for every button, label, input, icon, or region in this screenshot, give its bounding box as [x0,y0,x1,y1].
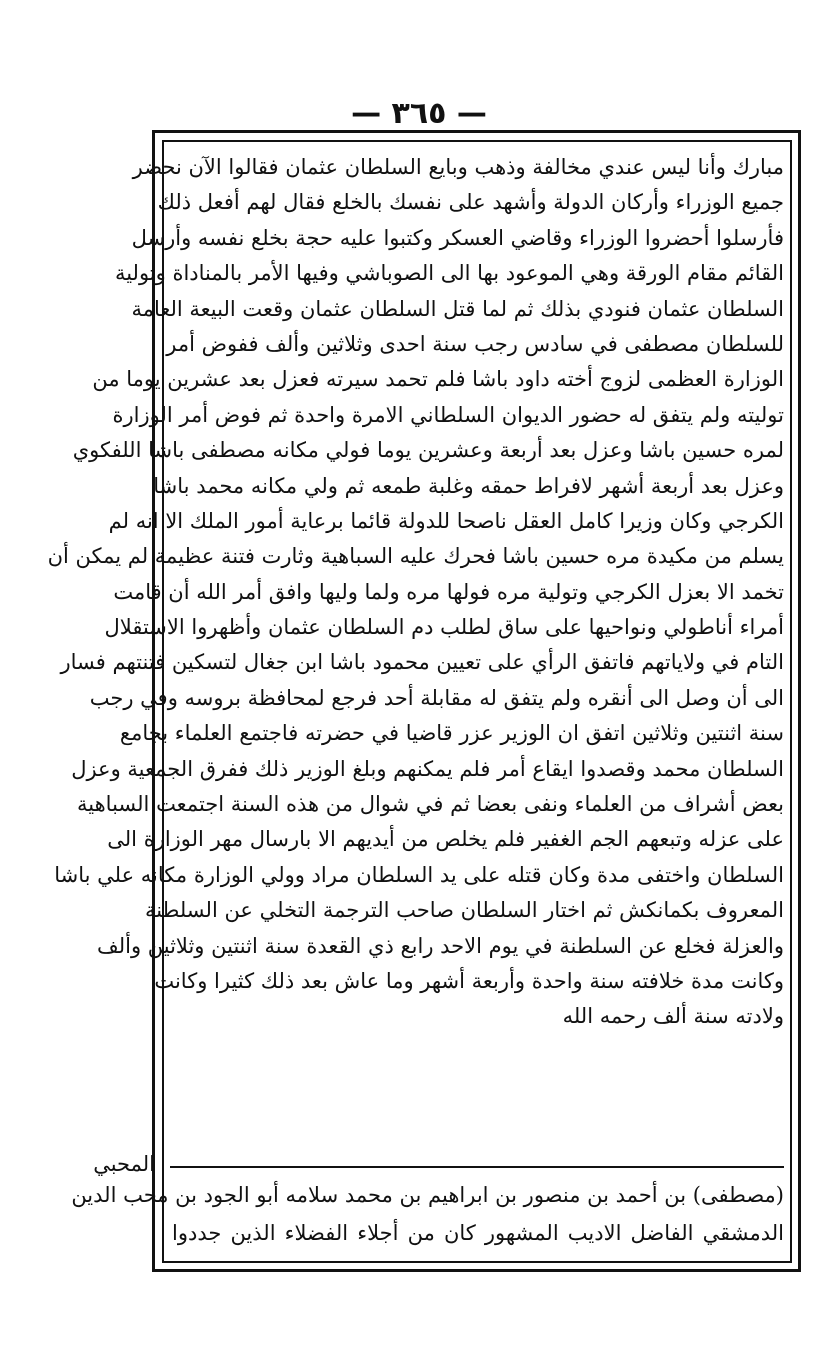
text-line: السلطان محمد وقصدوا ايقاع أمر فلم يمكنهم وبلغ الوزير ذلك ففرق الجمعية وعزل [71,756,784,781]
text-line: أمراء أناطولي ونواحيها على ساق لطلب دم السلطان عثمان وأظهروا الاستقلال [104,615,784,640]
text-line: على عزله وتبعهم الجم الغفير فلم يخلص من أيديهم الا بارسال مهر الوزارة الى [107,827,784,852]
text-line: ولادته سنة ألف رحمه الله [562,1004,784,1029]
page-number: — ٣٦٥ — [351,96,487,131]
text-line: القائم مقام الورقة وهي الموعود بها الى الصوباشي وفيها الأمر بالمناداة وتولية [114,261,784,286]
text-line: مبارك وأنا ليس عندي مخالفة وذهب وبايع السلطان عثمان فقالوا الآن نحضر [132,155,784,179]
text-line: والعزلة فخلع عن السلطنة في يوم الاحد رابع ذي القعدة سنة اثنتين وثلاثين وألف [96,933,784,958]
text-line: يسلم من مكيدة مره حسين باشا فحرك عليه السباهية وثارت فتنة عظيمة لم يمكن أن [47,544,784,569]
text-line: المعروف بكمانكش ثم اختار السلطان صاحب الترجمة التخلي عن السلطنة [145,898,784,923]
text-line: بعض أشراف من العلماء ونفى بعضا ثم في شوال من هذه السنة اجتمعت السباهية [77,792,784,817]
section-divider [170,1166,784,1168]
text-line: الكرجي وكان وزيرا كامل العقل ناصحا للدولة قائما برعاية أمور الملك الا انه لم [108,508,784,533]
text-line: وكانت مدة خلافته سنة واحدة وأربعة أشهر وما عاش بعد ذلك كثيرا وكانت [154,968,784,993]
main-text-block [47,150,784,1035]
bio-line: (مصطفى) بن أحمد بن منصور بن ابراهيم بن محمد سلامه أبو الجود بن محب الدين [71,1183,784,1207]
text-line: جميع الوزراء وأركان الدولة وأشهد على نفسك بالخلع فقال لهم أفعل ذلك [157,190,784,215]
text-line: سنة اثنتين وثلاثين اتفق ان الوزير عزر قاضيا في حضرته فاجتمع العلماء بجامع [119,721,784,746]
text-line: الى أن وصل الى أنقره ولم يتفق له مقابلة أحد فرجع لمحافظة بروسه وفي رجب [89,685,784,710]
text-line: لمره حسين باشا وعزل بعد أربعة وعشرين يوما فولي مكانه مصطفى باشا اللفكوي [72,438,784,463]
text-line: توليته ولم يتفق له حضور الديوان السلطاني الامرة واحدة ثم فوض أمر الوزارة [112,402,784,427]
biography-entry [71,1176,784,1252]
text-line: الوزارة العظمى لزوج أخته داود باشا فلم تحمد سيرته فعزل بعد عشرين يوما من [92,367,784,392]
text-line: السلطان عثمان فنودي بذلك ثم لما قتل السلطان عثمان وقعت البيعة العامة [131,296,784,321]
text-line: وعزل بعد أربعة أشهر لافراط حمقه وغلبة طمعه ثم ولي مكانه محمد باشا [153,473,784,498]
bio-line: الدمشقي الفاضل الاديب المشهور كان من أجلاء الفضلاء الذين جددوا [172,1221,784,1245]
text-line: فأرسلوا أحضروا الوزراء وقاضي العسكر وكتبوا عليه حجة بخلع نفسه وأرسل [131,225,784,250]
text-line: للسلطان مصطفى في سادس رجب سنة احدى وثلاثين وألف ففوض أمر [166,331,784,356]
text-line: التام في ولاياتهم فاتفق الرأي على تعيين محمود باشا ابن جغال لتسكين فتنتهم فسار [60,650,784,675]
text-line: تخمد الا بعزل الكرجي وتولية مره فولها مره ولما وليها وافق أمر الله أن قامت [113,579,784,604]
text-line: السلطان واختفى مدة وكان قتله على يد السلطان مراد وولي الوزارة مكانه علي باشا [54,862,784,887]
margin-source-note: المحبي [93,1152,155,1176]
